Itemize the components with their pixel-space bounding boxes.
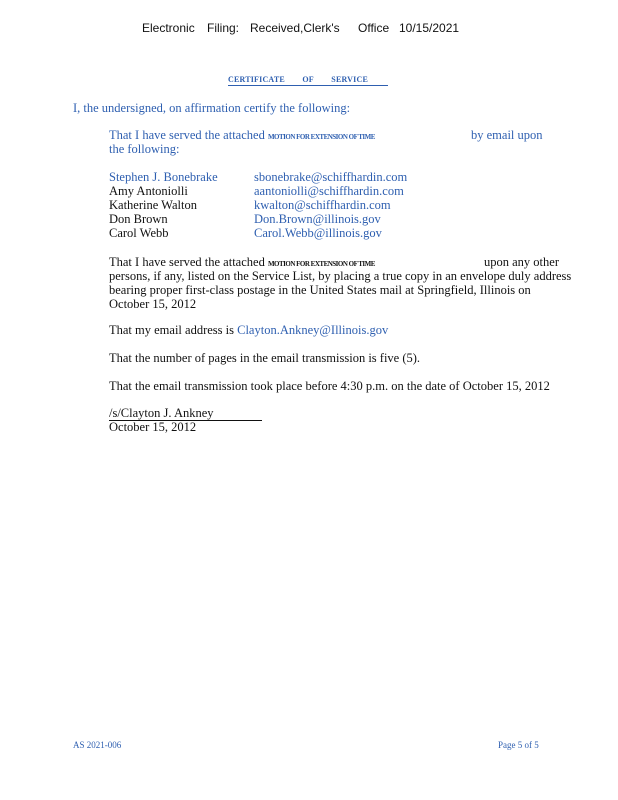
signature-date: October 15, 2012 xyxy=(109,420,197,434)
mail-service-paragraph xyxy=(109,255,609,311)
service-list-email[interactable]: Don.Brown@illinois.gov xyxy=(254,212,381,226)
footer-page-number: Page 5 of 5 xyxy=(498,740,539,750)
certificate-title xyxy=(228,75,388,86)
document-title: MOTION FOR EXTENSION OF TIME xyxy=(267,260,375,268)
stamp-received: Received,Clerk's xyxy=(250,21,340,35)
mail-service-line3: bearing proper first-class postage in the United States mail at Springfield, Illinois on xyxy=(109,283,531,297)
email-address-prefix: That my email address is xyxy=(109,323,234,337)
by-email-text: by email upon xyxy=(471,128,543,142)
service-list-email[interactable]: Carol.Webb@illinois.gov xyxy=(254,226,382,240)
service-paragraph-line2: the following: xyxy=(109,142,180,156)
service-list-name: Katherine Walton xyxy=(109,198,197,212)
intro-statement: I, the undersigned, on affirmation certify the following: xyxy=(73,101,351,115)
service-list-name: Amy Antoniolli xyxy=(109,184,188,198)
document-title: MOTION FOR EXTENSION OF TIME xyxy=(267,133,375,141)
email-address-statement xyxy=(109,323,388,337)
mail-service-line2: persons, if any, listed on the Service List, by placing a true copy in an envelope duly address xyxy=(109,269,572,283)
service-list-email[interactable]: kwalton@schiffhardin.com xyxy=(254,198,391,212)
signature: /s/Clayton J. Ankney xyxy=(109,406,262,421)
service-text: That I have served the attached xyxy=(109,128,265,142)
certificate-title-word: SERVICE xyxy=(331,75,368,84)
stamp-electronic: Electronic xyxy=(142,21,195,35)
stamp-filing: Filing: xyxy=(207,21,240,35)
stamp-office: Office xyxy=(358,21,390,35)
mail-service-text: That I have served the attached xyxy=(109,255,265,269)
certificate-title-word: CERTIFICATE xyxy=(228,75,285,84)
time-statement: That the email transmission took place before 4:30 p.m. on the date of October 15, 2012 xyxy=(109,379,550,393)
sender-email-link[interactable]: Clayton.Ankney@Illinois.gov xyxy=(237,323,389,337)
upon-text: upon any other xyxy=(484,255,559,269)
service-list-email[interactable]: sbonebrake@schiffhardin.com xyxy=(254,170,408,184)
certificate-title-word: OF xyxy=(302,75,314,84)
pages-statement: That the number of pages in the email transmission is five (5). xyxy=(109,351,421,365)
service-list-name: Don Brown xyxy=(109,212,168,226)
service-list-name: Carol Webb xyxy=(109,226,169,240)
service-list-name: Stephen J. Bonebrake xyxy=(109,170,218,184)
footer-case-number: AS 2021-006 xyxy=(73,740,122,750)
stamp-date: 10/15/2021 xyxy=(399,21,460,35)
mail-service-date: October 15, 2012 xyxy=(109,297,197,311)
service-list-email[interactable]: aantoniolli@schiffhardin.com xyxy=(254,184,404,198)
